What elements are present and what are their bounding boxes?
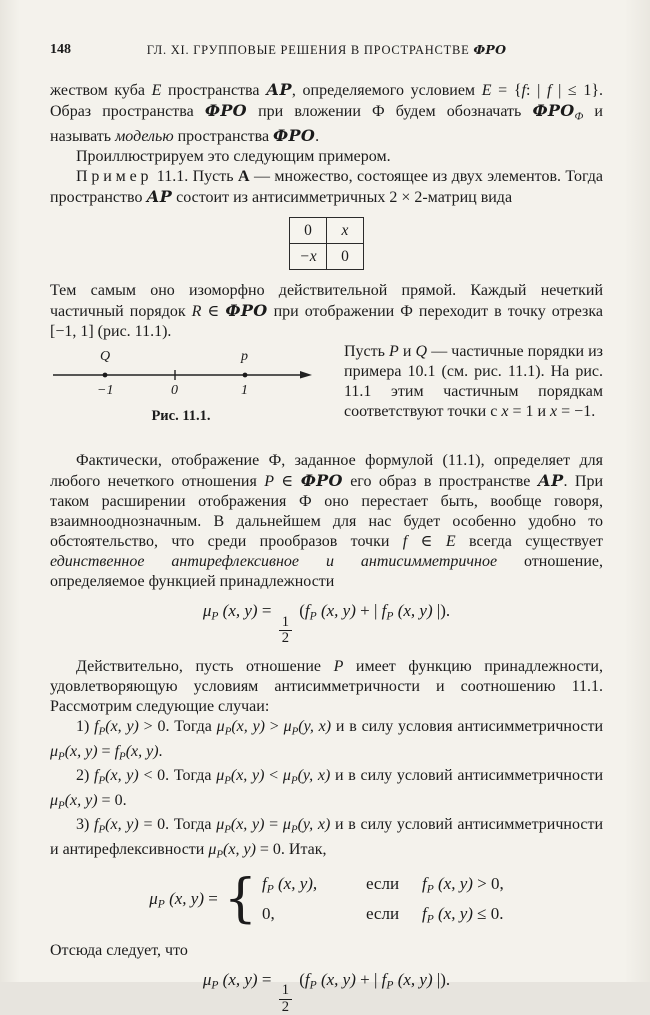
paragraph-wrap-figure: Пусть P и Q — частичные порядки из примера 10.1 (см. рис. 11.1). На рис. 11.1 этим частичным порядкам соответствуют точки с x = 1 и x = −1. [344, 343, 603, 421]
cases-row2-if: если [365, 903, 400, 923]
figure-caption: Рис. 11.1. [151, 408, 211, 425]
matrix-figure [50, 217, 603, 270]
running-head: ГЛ. XI. ГРУППОВЫЕ РЕШЕНИЯ В ПРОСТРАНСТВЕ ФРО [146, 42, 507, 57]
cases-row-1 [262, 874, 504, 900]
cases-row1-condition: $f_P$ (x, y) > 0, [421, 874, 504, 896]
point-q-label: Q [100, 349, 111, 365]
cases-row1-if: если [365, 874, 400, 894]
axis-arrowhead [300, 371, 312, 379]
paragraph-indeed: Действительно, пусть отношение P имеет функцию принадлежности, удовлетворяющую условиям антисимметричности и соотношению 11.1. Рассмотрим следующие случаи: [50, 658, 603, 716]
paragraph-factually: Фактически, отображение Ф, заданное формулой (11.1), определяет для любого нечеткого отношения P ∈ ФРО его образ в пространстве АР. При таком расширении отображения Ф оно перестает быть, вообще говоря, взаимнооднозначным. В дальнейшем для нас будет особенно удобно то обстоятельство, что среди прообразов точки f ∈ E всегда существует единственное антирефлексивное и антисимметричное отношение, определяемое функцией принадлежности [50, 452, 604, 591]
case-3: 3) $f_P(x$, y) = 0. Тогда $\mu_P(x$, $y) = \mu_P(y$, x) и в силу условий антисимметричности и антирефлексивности $\mu_P(x$, y) = 0. Итак, [50, 816, 604, 861]
paragraph-example: Пример 11.1. Пусть A — множество, состоящее из двух элементов. Тогда пространство АР состоит из антисимметричных 2 × 2-матриц вида [50, 168, 604, 207]
left-brace: { [223, 869, 257, 930]
antisymmetric-matrix [289, 217, 364, 270]
matrix-cell-22: 0 [327, 244, 364, 270]
formula-cases [50, 869, 603, 930]
page-header [50, 42, 603, 58]
cases-left-side: $\mu_P$ (x, y) = [149, 888, 218, 911]
matrix-cell-11: 0 [290, 218, 327, 244]
formula-membership-function: $\mu_P$ (x, y) = $\frac{1}{2}$ ($f_P$ (x, y) + | $f_P$ (x, y) |). [202, 601, 451, 646]
cases-row1-value: $f_P$ (x, y), [261, 874, 318, 896]
paragraph-continued: жеством куба E пространства АР, определяемого условием E = {f: | f | ≤ 1}. Образ пространства ФРО при вложении Ф будем обозначать $ФРО_Ф$ и называть моделью пространства ФРО. [50, 80, 604, 146]
cases-row2-condition: $f_P$ (x, y) ≤ 0. [421, 903, 504, 926]
tick-one: 1 [241, 383, 248, 399]
figure-11-1 [50, 347, 330, 451]
matrix-cell-12: x [327, 218, 364, 244]
case-2: 2) $f_P(x$, y) < 0. Тогда $\mu_P(x$, $y) < \mu_P(y$, x) и в силу условий антисимметричности $\mu_P(x$, y) = 0. [50, 767, 604, 812]
page-number: 148 [50, 42, 71, 57]
cases-row-2 [262, 904, 504, 930]
paragraph-hence: Отсюда следует, что [50, 942, 188, 960]
point-q-dot [103, 373, 108, 378]
cases-rows [262, 874, 504, 929]
case-1: 1) $f_P(x$, y) > 0. Тогда $\mu_P(x$, $y) > \mu_P(y$, x) и в силу условия антисимметричности $\mu_P(x$, $y) = f_P(x$, y). [50, 718, 604, 763]
point-p-label: p [241, 349, 248, 365]
number-line-diagram [50, 347, 330, 399]
cases-row2-value: 0, [261, 903, 275, 923]
tick-minus-one: −1 [97, 383, 114, 399]
formula-membership-function-2: $\mu_P$ (x, y) = $\frac{1}{2}$ ($f_P$ (x, y) + | $f_P$ (x, y) |). [202, 970, 451, 1015]
matrix-cell-21: −x [290, 244, 327, 270]
paragraph-isomorphic: Тем самым оно изоморфно действительной прямой. Каждый нечеткий частичный порядок R ∈ ФРО при отображении Ф переходит в точку отрезка [−1, 1] (рис. 11.1). [50, 282, 604, 341]
point-p-dot [243, 373, 248, 378]
tick-zero: 0 [171, 383, 178, 399]
paragraph-illustrate: Проиллюстрируем это следующим примером. [76, 148, 391, 166]
